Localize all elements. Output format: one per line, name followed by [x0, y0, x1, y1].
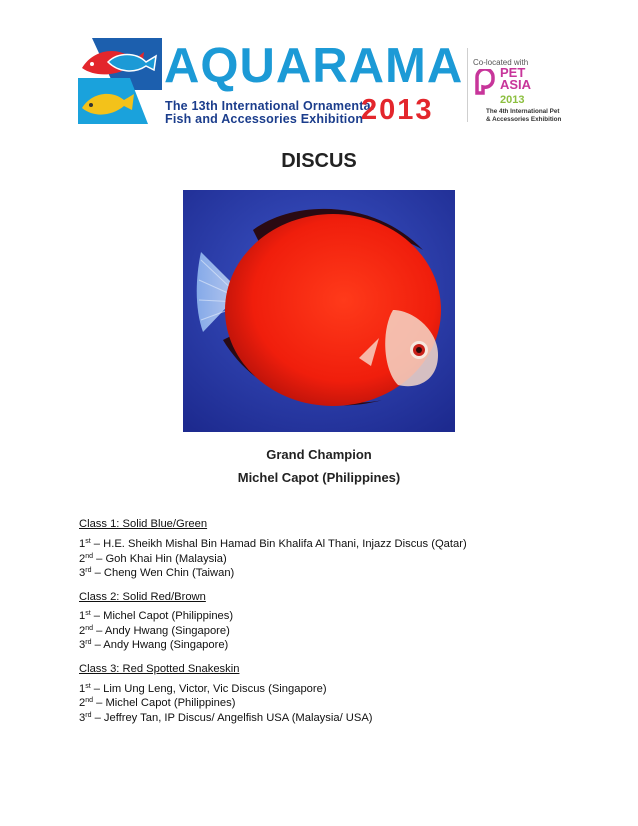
result-text: – Michel Capot (Philippines): [93, 697, 236, 709]
result-text: – Goh Khai Hin (Malaysia): [93, 553, 227, 565]
result-line: [79, 567, 234, 579]
colocated-label: Co-located with: [473, 58, 529, 67]
result-text: – H.E. Sheikh Mishal Bin Hamad Bin Khalifa Al Thani, Injazz Discus (Qatar): [90, 538, 467, 550]
pet-asia-logo-icon: [473, 69, 499, 95]
result-line: [79, 639, 228, 651]
place-suffix: nd: [85, 553, 94, 560]
partner-line-2: ASIA: [500, 77, 532, 92]
result-text: – Lim Ung Leng, Victor, Vic Discus (Singapore): [90, 683, 327, 695]
result-text: – Andy Hwang (Singapore): [91, 639, 229, 651]
place-suffix: rd: [85, 712, 92, 719]
result-text: – Michel Capot (Philippines): [90, 610, 234, 622]
place-number: 3: [79, 567, 86, 579]
partner-subtitle: [486, 108, 561, 123]
place-suffix: rd: [85, 639, 92, 646]
partner-year: 2013: [500, 94, 525, 106]
event-header: [78, 36, 563, 126]
result-line: [79, 553, 227, 565]
class-heading: Class 2: Solid Red/Brown: [79, 591, 206, 603]
header-divider: [467, 48, 468, 122]
place-suffix: st: [85, 683, 91, 690]
place-suffix: rd: [85, 567, 92, 574]
place-number: 1: [79, 538, 86, 550]
partner-sub-line-2: & Accessories Exhibition: [486, 115, 562, 123]
place-suffix: st: [85, 610, 91, 617]
place-number: 2: [79, 625, 86, 637]
result-line: [79, 683, 327, 695]
place-number: 1: [79, 610, 86, 622]
discus-fish-photo: [183, 190, 455, 432]
event-year: 2013: [361, 94, 434, 126]
partner-wordmark: [500, 67, 531, 91]
class-heading: Class 3: Red Spotted Snakeskin: [79, 663, 240, 675]
result-line: [79, 697, 235, 709]
tagline-line-2: Fish and Accessories Exhibition: [165, 112, 364, 126]
place-suffix: st: [85, 538, 91, 545]
aquarama-fish-logo-icon: [78, 38, 162, 124]
place-suffix: nd: [85, 625, 94, 632]
class-heading: Class 1: Solid Blue/Green: [79, 518, 208, 530]
result-line: [79, 625, 230, 637]
result-text: – Jeffrey Tan, IP Discus/ Angelfish USA (Malaysia/ USA): [91, 712, 373, 724]
result-line: [79, 610, 233, 622]
discus-fish-illustration: [183, 190, 455, 432]
place-number: 2: [79, 697, 86, 709]
place-number: 3: [79, 639, 86, 651]
result-line: [79, 712, 373, 724]
place-number: 2: [79, 553, 86, 565]
grand-champion-label: Grand Champion: [266, 447, 372, 462]
page-title: DISCUS: [281, 150, 357, 172]
grand-champion-winner: Michel Capot (Philippines): [237, 470, 401, 485]
brand-wordmark: AQUARAMA: [164, 39, 464, 93]
event-tagline: [165, 100, 374, 126]
place-number: 3: [79, 712, 86, 724]
result-text: – Cheng Wen Chin (Taiwan): [91, 567, 235, 579]
result-text: – Andy Hwang (Singapore): [93, 625, 230, 637]
place-suffix: nd: [85, 697, 94, 704]
place-number: 1: [79, 683, 86, 695]
result-line: [79, 538, 467, 550]
partner-sub-line-1: The 4th International Pet: [486, 108, 560, 115]
partner-line-1: PET: [500, 65, 526, 80]
tagline-line-1: The 13th International Ornamental: [165, 99, 375, 113]
